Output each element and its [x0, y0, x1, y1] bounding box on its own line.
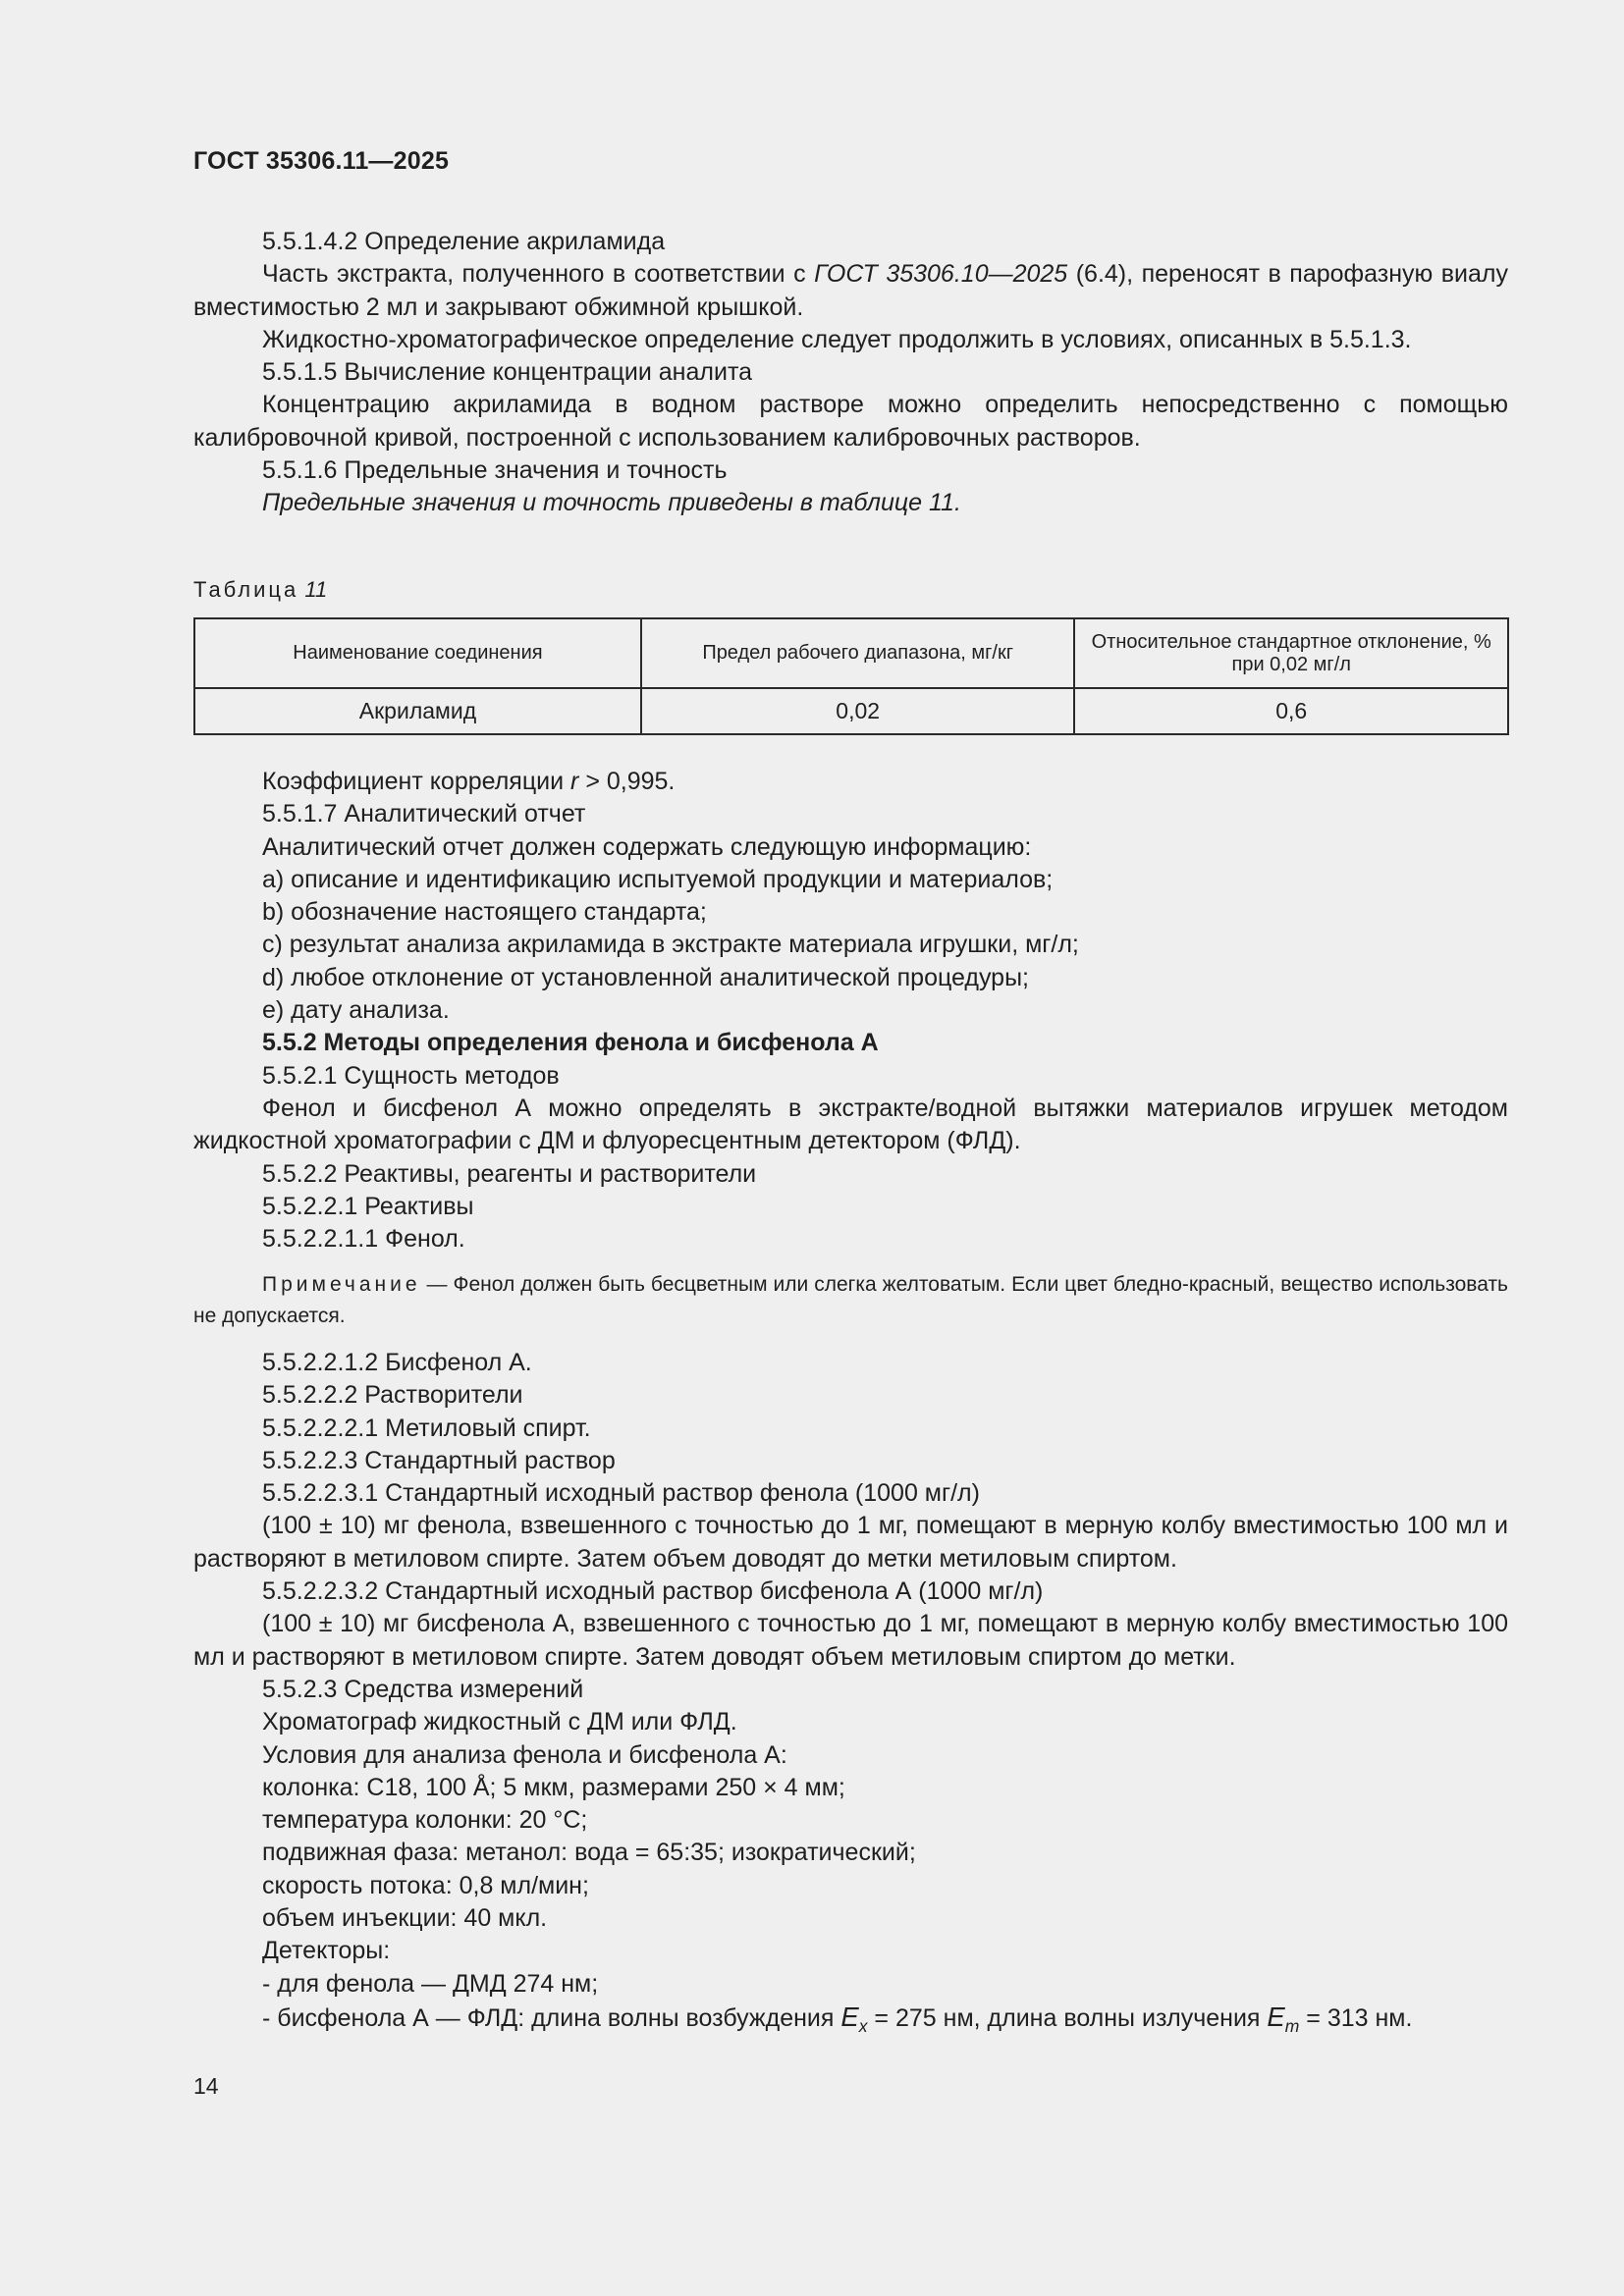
paragraph: 5.5.2.2.1.1 Фенол.	[262, 1225, 465, 1254]
list-item: колонка: С18, 100 Å; 5 мкм, размерами 250 × 4 мм;	[262, 1773, 845, 1801]
paragraph: Детекторы:	[262, 1937, 391, 1965]
paragraph: 5.5.2.2.1.2 Бисфенол А.	[262, 1349, 532, 1376]
paragraph: 5.5.2.2.2 Растворители	[262, 1381, 523, 1410]
list-item: - бисфенола А — ФЛД: длина волны возбуждения $E_x = 275$ нм, длина волны излучения $E_m = 313$ нм.	[262, 2001, 1413, 2036]
paragraph: Условия для анализа фенола и бисфенола А:	[262, 1740, 787, 1769]
table-cell: 0,02	[641, 688, 1075, 734]
standard-reference: ГОСТ 35306.10—2025	[814, 260, 1068, 289]
paragraph: 5.5.2.1 Сущность методов	[262, 1061, 560, 1090]
paragraph: Жидкостно-хроматографическое определение следует продолжить в условиях, описанных в 5.5.1.3.	[262, 325, 1412, 353]
paragraph: 5.5.2.2.1 Реактивы	[262, 1192, 474, 1220]
note	[193, 1269, 1508, 1332]
list-item: b) обозначение настоящего стандарта;	[262, 898, 707, 927]
table-header-cell: Относительное стандартное отклонение, % при 0,02 мг/л	[1074, 618, 1508, 688]
paragraph: 5.5.1.7 Аналитический отчет	[262, 800, 586, 828]
paragraph: 5.5.2.2.3.2 Стандартный исходный раствор бисфенола А (1000 мг/л)	[262, 1577, 1044, 1606]
table-header-cell: Предел рабочего диапазона, мг/кг	[641, 618, 1075, 688]
section-acrylamide	[193, 226, 1508, 520]
list-item: подвижная фаза: метанол: вода = 65:35; изократический;	[262, 1839, 916, 1867]
paragraph: (100 ± 10) мг фенола, взвешенного с точностью до 1 мг, помещают в мерную колбу вместимостью 100 мл и растворяют в метиловом спирте. Затем объем доводят до метки метиловым спиртом.	[193, 1512, 1508, 1573]
page-number: 14	[193, 2073, 219, 2099]
paragraph: Часть экстракта, полученного в соответствии с ГОСТ 35306.10—2025 (6.4), переносят в парофазную виалу вместимостью 2 мл и закрывают обжимной крышкой.	[193, 260, 1509, 321]
paragraph: Хроматограф жидкостный с ДМ или ФЛД.	[262, 1708, 737, 1736]
list-item: c) результат анализа акриламида в экстракте материала игрушки, мг/л;	[262, 931, 1079, 959]
list-item: e) дату анализа.	[262, 996, 450, 1025]
section-heading: 5.5.2 Методы определения фенола и бисфенола А	[262, 1029, 879, 1057]
paragraph: Аналитический отчет должен содержать следующую информацию:	[262, 832, 1032, 861]
note-label: Примечание	[262, 1273, 421, 1296]
note-text: — Фенол должен быть бесцветным или слегка желтоватым. Если цвет бледно-красный, вещество использовать не допускается.	[193, 1273, 1508, 1327]
table-cell: 0,6	[1074, 688, 1508, 734]
paragraph: (100 ± 10) мг бисфенола А, взвешенного с точностью до 1 мг, помещают в мерную колбу вместимостью 100 мл и растворяют в метиловом спирте. Затем доводят объем метиловым спиртом до метки.	[193, 1610, 1508, 1671]
list-item: температура колонки: 20 °С;	[262, 1806, 588, 1835]
paragraph: 5.5.2.2.3.1 Стандартный исходный раствор фенола (1000 мг/л)	[262, 1479, 980, 1508]
table-row	[194, 688, 1508, 734]
paragraph: 5.5.2.2.3 Стандартный раствор	[262, 1446, 616, 1474]
paragraph: Коэффициент корреляции r > 0,995.	[262, 768, 676, 795]
list-item: a) описание и идентификацию испытуемой продукции и материалов;	[262, 865, 1054, 893]
table-cell: Акриламид	[194, 688, 641, 734]
paragraph: 5.5.2.2 Реактивы, реагенты и растворители	[262, 1159, 757, 1188]
table-header-row	[194, 618, 1508, 688]
paragraph: 5.5.1.6 Предельные значения и точность	[262, 456, 728, 485]
paragraph: 5.5.2.3 Средства измерений	[262, 1675, 584, 1703]
list-item: скорость потока: 0,8 мл/мин;	[262, 1871, 589, 1899]
list-item: объем инъекции: 40 мкл.	[262, 1904, 548, 1933]
paragraph: 5.5.2.2.2.1 Метиловый спирт.	[262, 1414, 591, 1442]
list-item: d) любое отклонение от установленной аналитической процедуры;	[262, 963, 1029, 991]
limits-table	[193, 617, 1509, 735]
paragraph: Предельные значения и точность приведены в таблице 11.	[262, 489, 961, 517]
table-caption: Таблица 11	[193, 577, 328, 602]
section-report-and-phenol	[193, 766, 1508, 1255]
table-header-cell: Наименование соединения	[194, 618, 641, 688]
paragraph: 5.5.1.4.2 Определение акриламида	[262, 228, 666, 255]
paragraph: Фенол и бисфенол А можно определять в экстракте/водной вытяжки материалов игрушек методом жидкостной хроматографии с ДМ и флуоресцентным детектором (ФЛД).	[193, 1094, 1508, 1155]
paragraph: Концентрацию акриламида в водном растворе можно определить непосредственно с помощью калибровочной кривой, построенной с использованием калибровочных растворов.	[193, 391, 1508, 452]
paragraph: 5.5.1.5 Вычисление концентрации аналита	[262, 358, 753, 387]
list-item: - для фенола — ДМД 274 нм;	[262, 1969, 599, 1998]
document-header: ГОСТ 35306.11—2025	[193, 147, 450, 175]
section-phenol-continued	[193, 1347, 1508, 2043]
